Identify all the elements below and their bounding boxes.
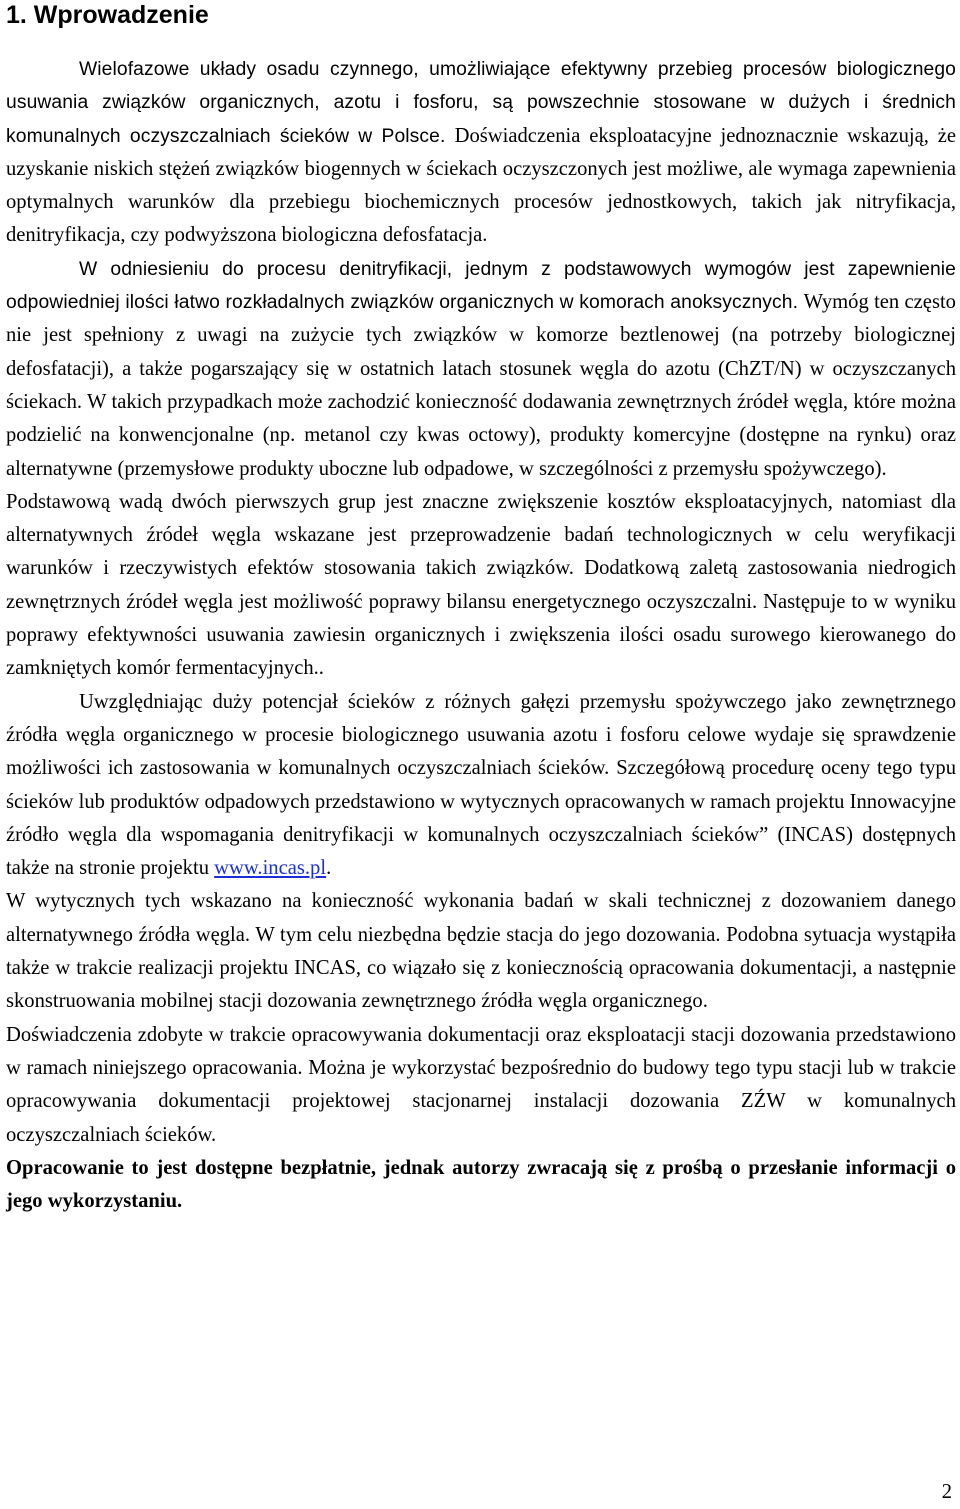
paragraph-1 <box>6 53 956 253</box>
paragraph-3: Podstawową wadą dwóch pierwszych grup jest znaczne zwiększenie kosztów eksploatacyjnych, natomiast dla alternatywnych źródeł węgla wskazane jest przeprowadzenie badań technologicznych w celu weryfikacji warunków i rzeczywistych efektów stosowania takich związków. Dodatkową zaletą zastosowania niedrogich zewnętrznych źródeł węgla jest możliwość poprawy bilansu energetycznego oczyszczalni. Następuje to w wyniku poprawy efektywności usuwania zawiesin organicznych i zwiększenia ilości osadu surowego kierowanego do zamkniętych komór fermentacyjnych.. <box>6 490 956 680</box>
paragraph-6: Doświadczenia zdobyte w trakcie opracowywania dokumentacji oraz eksploatacji stacji dozowania przedstawiono w ramach niniejszego opracowania. Można je wykorzystać bezpośrednio do budowy tego typu stacji lub w trakcie opracowywania dokumentacji projektowej stacjonarnej instalacji dozowania ZŹW w komunalnych oczyszczalniach ścieków. <box>6 1023 956 1146</box>
section-heading: 1. Wprowadzenie <box>6 1 209 29</box>
page-number: 2 <box>941 1481 952 1503</box>
paragraph-7-notice: Opracowanie to jest dostępne bezpłatnie, jednak autorzy zwracają się z prośbą o przesłanie informacji o jego wykorzystaniu. <box>6 1156 956 1213</box>
incas-link[interactable]: www.incas.pl <box>214 857 327 880</box>
paragraph-2 <box>6 253 956 486</box>
paragraph-4-body: Uwzględniając duży potencjał ścieków z różnych gałęzi przemysłu spożywczego jako zewnętrznego źródła węgla organicznego w procesie biologicznego usuwania azotu i fosforu celowe wydaje się sprawdzenie możliwości ich zastosowania w komunalnych oczyszczalniach ścieków. Szczegółową procedurę oceny tego typu ścieków lub produktów odpadowych przedstawiono w wytycznych opracowanych w ramach projektu Innowacyjne źródło węgla dla wspomagania denitryfikacji w komunalnych oczyszczalniach ścieków” (INCAS) dostępnych także na stronie projektu <box>6 690 956 880</box>
paragraph-1-lead: Wielofazowe układy osadu czynnego, umożliwiające efektywny przebieg procesów biologicznego usuwania związków organicznych, azotu i fosforu, są powszechnie stosowane w dużych i średnich komunalnych oczyszczalniach ścieków w Polsce. <box>6 59 956 147</box>
paragraph-2-lead: W odniesieniu do procesu denitryfikacji, jednym z podstawowych wymogów jest zapewnienie odpowiedniej ilości łatwo rozkładalnych związków organicznych w komorach anoksycznych. <box>6 258 956 314</box>
paragraph-4-end: . <box>326 857 332 880</box>
paragraph-4 <box>6 686 956 886</box>
paragraph-2-body: Wymóg ten często nie jest spełniony z uwagi na zużycie tych związków w komorze beztlenowej (na potrzeby biologicznej defosfatacji), a także pogarszający się w ostatnich latach stosunek węgla do azotu (ChZT/N) w oczyszczanych ściekach. W takich przypadkach może zachodzić konieczność dodawania zewnętrznych źródeł węgla, które można podzielić na konwencjonalne (np. metanol czy kwas octowy), produkty komercyjne (dostępne na rynku) oraz alternatywne (przemysłowe produkty uboczne lub odpadowe, w szczególności z przemysłu spożywczego). <box>6 291 956 480</box>
paragraph-1-body: Doświadczenia eksploatacyjne jednoznacznie wskazują, że uzyskanie niskich stężeń związków biogennych w ściekach oczyszczonych jest możliwe, ale wymaga zapewnienia optymalnych warunków dla przebiegu biochemicznych procesów jednostkowych, takich jak nitryfikacja, denitryfikacja, czy podwyższona biologiczna defosfatacja. <box>6 124 957 247</box>
paragraph-5: W wytycznych tych wskazano na konieczność wykonania badań w skali technicznej z dozowaniem danego alternatywnego źródła węgla. W tym celu niezbędna będzie stacja do jego dozowania. Podobna sytuacja wystąpiła także w trakcie realizacji projektu INCAS, co wiązało się z koniecznością opracowania dokumentacji, a następnie skonstruowania mobilnej stacji dozowania zewnętrznego źródła węgla organicznego. <box>6 890 956 1013</box>
